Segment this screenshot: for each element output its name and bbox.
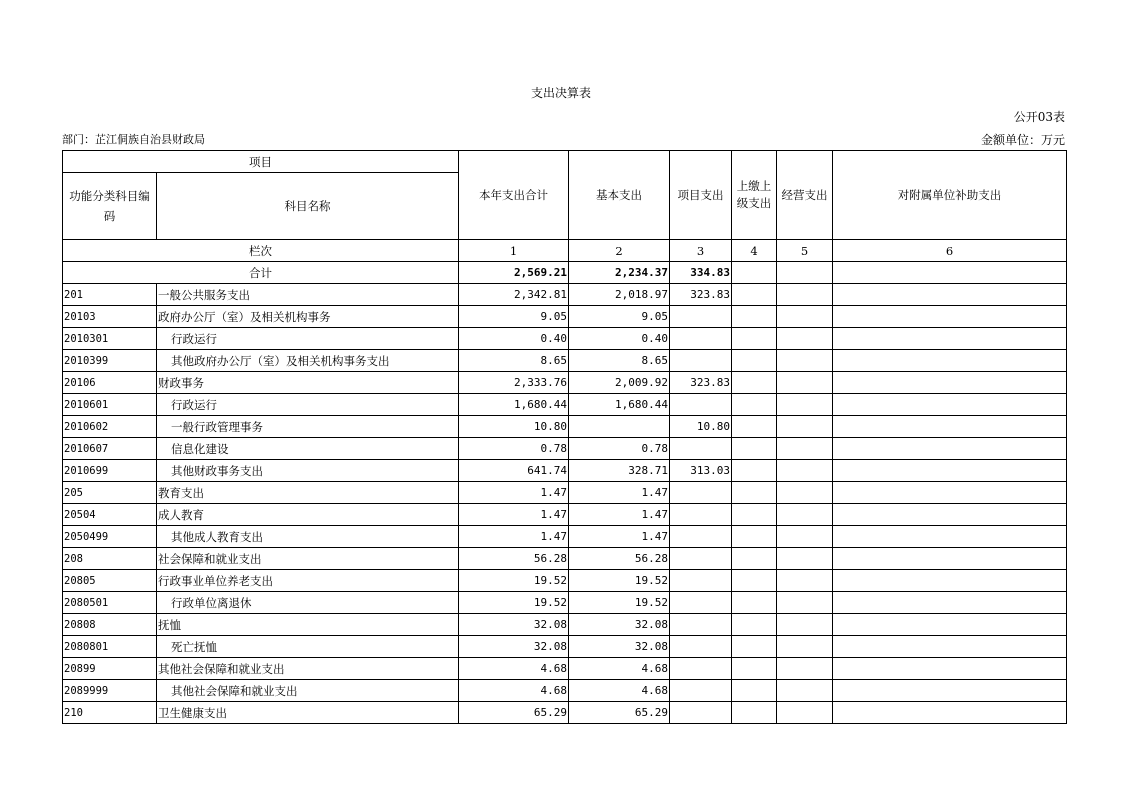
table-row <box>63 658 1067 680</box>
row-upper <box>732 350 777 372</box>
row-name: 死亡抚恤 <box>157 636 459 658</box>
row-name: 其他社会保障和就业支出 <box>157 680 459 702</box>
row-subsidy <box>833 460 1067 482</box>
row-subsidy <box>833 306 1067 328</box>
row-basic: 19.52 <box>569 592 670 614</box>
row-subsidy <box>833 328 1067 350</box>
row-business <box>777 460 833 482</box>
row-name: 政府办公厅（室）及相关机构事务 <box>157 306 459 328</box>
row-total: 19.52 <box>459 592 569 614</box>
row-upper <box>732 482 777 504</box>
row-subsidy <box>833 636 1067 658</box>
form-number: 公开03表 <box>1013 110 1065 124</box>
total-business <box>777 262 833 284</box>
row-code: 20504 <box>63 504 157 526</box>
header-name: 科目名称 <box>157 173 459 240</box>
row-business <box>777 614 833 636</box>
row-project <box>670 636 732 658</box>
column-number: 6 <box>833 240 1067 262</box>
row-business <box>777 372 833 394</box>
row-project <box>670 548 732 570</box>
row-total: 1.47 <box>459 526 569 548</box>
row-project <box>670 482 732 504</box>
row-name: 一般公共服务支出 <box>157 284 459 306</box>
row-business <box>777 438 833 460</box>
table-row <box>63 372 1067 394</box>
row-total: 56.28 <box>459 548 569 570</box>
row-subsidy <box>833 372 1067 394</box>
row-project <box>670 592 732 614</box>
row-basic: 1,680.44 <box>569 394 670 416</box>
row-total: 1.47 <box>459 504 569 526</box>
row-basic: 1.47 <box>569 482 670 504</box>
table-row <box>63 636 1067 658</box>
table-row <box>63 438 1067 460</box>
row-business <box>777 702 833 724</box>
table-row <box>63 328 1067 350</box>
row-basic: 56.28 <box>569 548 670 570</box>
row-total: 1.47 <box>459 482 569 504</box>
header-business: 经营支出 <box>777 151 833 240</box>
row-business <box>777 328 833 350</box>
row-upper <box>732 658 777 680</box>
row-total: 2,333.76 <box>459 372 569 394</box>
table-row <box>63 570 1067 592</box>
total-label: 合计 <box>63 262 459 284</box>
row-name: 社会保障和就业支出 <box>157 548 459 570</box>
row-total: 0.78 <box>459 438 569 460</box>
row-subsidy <box>833 526 1067 548</box>
row-business <box>777 526 833 548</box>
table-row <box>63 394 1067 416</box>
column-number: 2 <box>569 240 670 262</box>
row-business <box>777 680 833 702</box>
row-upper <box>732 438 777 460</box>
total-amount: 2,569.21 <box>459 262 569 284</box>
row-total: 65.29 <box>459 702 569 724</box>
row-subsidy <box>833 702 1067 724</box>
row-basic: 4.68 <box>569 680 670 702</box>
row-upper <box>732 614 777 636</box>
row-business <box>777 548 833 570</box>
row-basic: 32.08 <box>569 614 670 636</box>
column-number-row <box>63 240 1067 262</box>
column-number: 1 <box>459 240 569 262</box>
row-business <box>777 482 833 504</box>
row-name: 其他政府办公厅（室）及相关机构事务支出 <box>157 350 459 372</box>
table-row <box>63 548 1067 570</box>
row-business <box>777 658 833 680</box>
row-project <box>670 658 732 680</box>
row-code: 2010301 <box>63 328 157 350</box>
column-label: 栏次 <box>63 240 459 262</box>
row-name: 卫生健康支出 <box>157 702 459 724</box>
header-basic: 基本支出 <box>569 151 670 240</box>
row-total: 32.08 <box>459 636 569 658</box>
header-upper-payment: 上缴上级支出 <box>732 151 777 240</box>
row-basic: 8.65 <box>569 350 670 372</box>
header-project: 项目 <box>63 151 459 173</box>
row-total: 2,342.81 <box>459 284 569 306</box>
row-code: 2050499 <box>63 526 157 548</box>
row-basic: 1.47 <box>569 504 670 526</box>
table-row <box>63 614 1067 636</box>
row-upper <box>732 372 777 394</box>
table-row <box>63 416 1067 438</box>
table-row <box>63 306 1067 328</box>
column-number: 5 <box>777 240 833 262</box>
row-code: 2080501 <box>63 592 157 614</box>
row-upper <box>732 680 777 702</box>
row-subsidy <box>833 592 1067 614</box>
header-row-1 <box>63 151 1067 173</box>
row-upper <box>732 284 777 306</box>
row-project: 10.80 <box>670 416 732 438</box>
row-name: 抚恤 <box>157 614 459 636</box>
row-basic: 328.71 <box>569 460 670 482</box>
row-subsidy <box>833 416 1067 438</box>
row-code: 210 <box>63 702 157 724</box>
row-code: 2089999 <box>63 680 157 702</box>
row-name: 其他财政事务支出 <box>157 460 459 482</box>
row-name: 行政运行 <box>157 328 459 350</box>
row-code: 2010699 <box>63 460 157 482</box>
row-project <box>670 614 732 636</box>
row-code: 205 <box>63 482 157 504</box>
row-project <box>670 438 732 460</box>
row-subsidy <box>833 438 1067 460</box>
row-code: 208 <box>63 548 157 570</box>
row-code: 201 <box>63 284 157 306</box>
row-upper <box>732 394 777 416</box>
table-row <box>63 680 1067 702</box>
row-business <box>777 284 833 306</box>
row-total: 10.80 <box>459 416 569 438</box>
row-upper <box>732 416 777 438</box>
column-number: 4 <box>732 240 777 262</box>
row-name: 其他成人教育支出 <box>157 526 459 548</box>
row-subsidy <box>833 570 1067 592</box>
total-project: 334.83 <box>670 262 732 284</box>
row-project <box>670 328 732 350</box>
row-project <box>670 504 732 526</box>
row-business <box>777 504 833 526</box>
row-subsidy <box>833 614 1067 636</box>
row-name: 行政单位离退休 <box>157 592 459 614</box>
table-row <box>63 460 1067 482</box>
row-business <box>777 636 833 658</box>
row-basic: 4.68 <box>569 658 670 680</box>
row-basic: 32.08 <box>569 636 670 658</box>
row-basic: 9.05 <box>569 306 670 328</box>
row-basic: 65.29 <box>569 702 670 724</box>
row-subsidy <box>833 394 1067 416</box>
row-basic: 0.40 <box>569 328 670 350</box>
row-project <box>670 526 732 548</box>
row-business <box>777 570 833 592</box>
row-business <box>777 592 833 614</box>
row-name: 信息化建设 <box>157 438 459 460</box>
row-project <box>670 570 732 592</box>
row-subsidy <box>833 504 1067 526</box>
row-total: 1,680.44 <box>459 394 569 416</box>
row-code: 20103 <box>63 306 157 328</box>
report-title: 支出决算表 <box>530 86 591 100</box>
row-total: 4.68 <box>459 658 569 680</box>
row-code: 20899 <box>63 658 157 680</box>
row-total: 641.74 <box>459 460 569 482</box>
table-row <box>63 592 1067 614</box>
row-total: 9.05 <box>459 306 569 328</box>
row-upper <box>732 460 777 482</box>
row-basic: 1.47 <box>569 526 670 548</box>
row-name: 其他社会保障和就业支出 <box>157 658 459 680</box>
row-name: 成人教育 <box>157 504 459 526</box>
row-basic <box>569 416 670 438</box>
header-subsidy: 对附属单位补助支出 <box>833 151 1067 240</box>
row-basic: 0.78 <box>569 438 670 460</box>
header-code: 功能分类科目编码 <box>63 173 157 240</box>
row-upper <box>732 328 777 350</box>
row-upper <box>732 548 777 570</box>
table-row <box>63 526 1067 548</box>
row-code: 2010607 <box>63 438 157 460</box>
total-basic: 2,234.37 <box>569 262 670 284</box>
row-total: 8.65 <box>459 350 569 372</box>
row-total: 4.68 <box>459 680 569 702</box>
row-subsidy <box>833 548 1067 570</box>
total-row <box>63 262 1067 284</box>
table-row <box>63 284 1067 306</box>
row-upper <box>732 526 777 548</box>
row-subsidy <box>833 680 1067 702</box>
table-row <box>63 702 1067 724</box>
table-row <box>63 482 1067 504</box>
row-code: 20805 <box>63 570 157 592</box>
row-name: 行政事业单位养老支出 <box>157 570 459 592</box>
header-project-expenditure: 项目支出 <box>670 151 732 240</box>
row-upper <box>732 504 777 526</box>
row-basic: 19.52 <box>569 570 670 592</box>
row-name: 教育支出 <box>157 482 459 504</box>
row-upper <box>732 636 777 658</box>
total-upper <box>732 262 777 284</box>
row-upper <box>732 570 777 592</box>
row-project <box>670 394 732 416</box>
row-code: 20106 <box>63 372 157 394</box>
row-code: 2010602 <box>63 416 157 438</box>
row-business <box>777 306 833 328</box>
row-upper <box>732 306 777 328</box>
row-total: 19.52 <box>459 570 569 592</box>
row-name: 一般行政管理事务 <box>157 416 459 438</box>
expenditure-table <box>62 150 1067 724</box>
row-project: 313.03 <box>670 460 732 482</box>
row-name: 财政事务 <box>157 372 459 394</box>
column-number: 3 <box>670 240 732 262</box>
row-code: 2010399 <box>63 350 157 372</box>
row-business <box>777 394 833 416</box>
table-row <box>63 504 1067 526</box>
row-total: 32.08 <box>459 614 569 636</box>
row-upper <box>732 702 777 724</box>
row-project <box>670 702 732 724</box>
row-project: 323.83 <box>670 284 732 306</box>
row-project <box>670 350 732 372</box>
row-subsidy <box>833 482 1067 504</box>
row-subsidy <box>833 284 1067 306</box>
row-subsidy <box>833 658 1067 680</box>
row-name: 行政运行 <box>157 394 459 416</box>
row-code: 2010601 <box>63 394 157 416</box>
total-subsidy <box>833 262 1067 284</box>
table-row <box>63 350 1067 372</box>
row-business <box>777 416 833 438</box>
row-code: 2080801 <box>63 636 157 658</box>
row-project: 323.83 <box>670 372 732 394</box>
department-label: 部门：芷江侗族自治县财政局 <box>62 133 205 146</box>
row-project <box>670 306 732 328</box>
header-total: 本年支出合计 <box>459 151 569 240</box>
row-total: 0.40 <box>459 328 569 350</box>
row-business <box>777 350 833 372</box>
row-subsidy <box>833 350 1067 372</box>
row-code: 20808 <box>63 614 157 636</box>
row-upper <box>732 592 777 614</box>
row-basic: 2,018.97 <box>569 284 670 306</box>
amount-unit-label: 金额单位：万元 <box>980 133 1065 147</box>
row-project <box>670 680 732 702</box>
row-basic: 2,009.92 <box>569 372 670 394</box>
